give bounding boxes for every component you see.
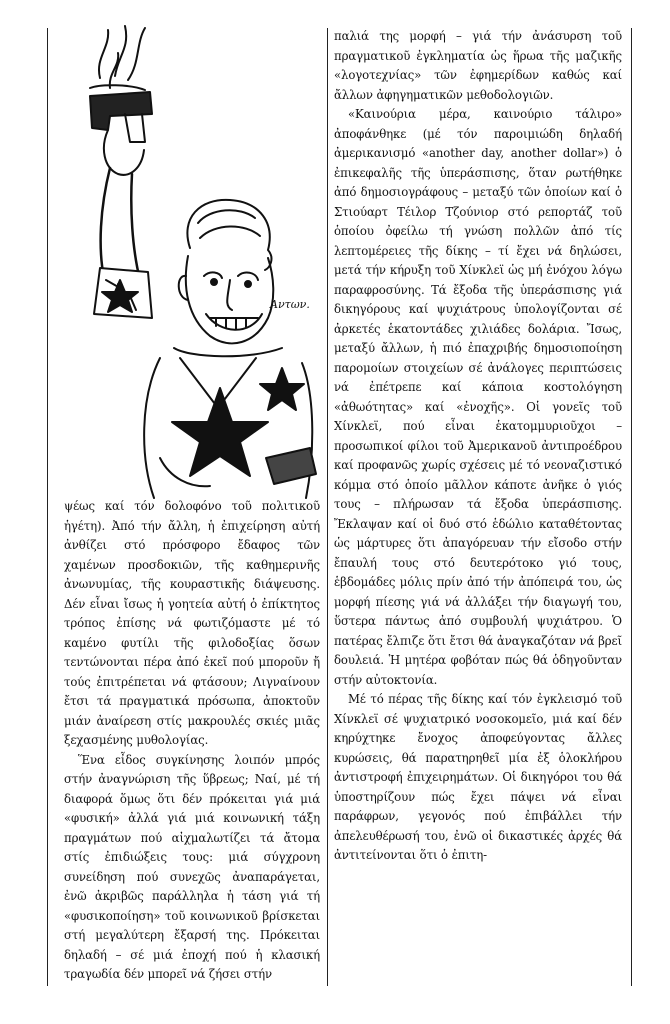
caricature-illustration [70, 18, 320, 508]
illustration-signature: Ἀντων. [270, 298, 310, 311]
left-margin-rule [47, 28, 48, 986]
right-paragraph-1: παλιά της μορφή – γιά τήν ἀνάσυρση τοῦ πραγματικοῦ ἐγκληματία ὡς ἥρωα τῆς μαζικῆς «λογοτεχνίας» τῶν ἐφημερίδων καθώς καί ἄλλων ἀφηγηματικῶν μεθοδολογιῶν. [334, 29, 622, 102]
left-paragraph-2: Ἕνα εἶδος συγκίνησης λοιπόν μπρός στήν ἀναγνώριση τῆς ὕβρεως; Ναί, μέ τή διαφορά ὅμως ὅτι δέν πρόκειται γιά μιά «φυσική» ἀλλά γιά μιά κοινωνική τάξη πραγμάτων πού αἰχμαλωτίζει τά ἄτομα στίς ἐπιδιώξεις τους: μιά σύγχρονη συνείδηση πού συνεχῶς ἀναπαράγεται, ἐνῶ ἀκριβῶς παράλληλα ἡ τάση γιά τή «φυσικοποίηση» τοῦ κοινωνικοῦ βρίσκεται στή μεγαλύτερη ἔξαρσή της. Πρόκειται δηλαδή – σέ μιά ἐποχή πού ἡ κλασική τραγωδία δέν μπορεῖ νά ζήσει στήν [64, 752, 320, 981]
column-divider-rule [327, 28, 328, 986]
right-paragraph-2: «Καινούρια μέρα, καινούριο τάλιρο» ἀποφάνθηκε (μέ τόν παροιμιώδη δηλαδή ἀμερικανισμό «another day, another dollar») ὁ ἐπικεφαλῆς τῆς ὑπεράσπισης, ὅταν ρωτήθηκε ἀπό δημοσιογράφους – μεταξύ τῶν ὁποίων καί ὁ Στιούαρτ Τέιλορ Τζούνιορ στό ρεπορτάζ τοῦ ὁποίου ὀφείλω τή γνώση πολλῶν ἀπό τίς λεπτομέρειες τῆς δίκης – τί ἔχει νά δηλώσει, μετά τήν κήρυξη τοῦ Χίνκλεϊ ὡς μή ἐνόχου λόγω παραφροσύνης. Τά ἔξοδα τῆς ὑπεράσπισης γιά δικηγόρους καί ψυχιάτρους ὑπολογίζονται σέ ἀρκετές ἑκατοντάδες χιλιάδες δολάρια. Ἴσως, μεταξύ ἄλλων, ἡ πιό ἐπαχριβής δημοσιοποίηση παρομοίων στοιχείων σέ ἀνάλογες περιπτώσεις νά ἐπέτρεπε καί κάποια κοστολόγηση «ἀθωότητας» καί «ἐνοχῆς». Οἱ γονεῖς τοῦ Χίνκλεϊ, πού εἶναι ἑκατομμυριοῦχοι – προσωπικοί φίλοι τοῦ Ἀμερικανοῦ ἀντιπροέδρου καί προφανῶς χωρίς σχέσεις μέ τό νεοναζιστικό κόμμα στό ὁποίο μᾶλλον κάποτε ἀνῆκε ὁ γιός τους – πλήρωσαν τά ἔξοδα ὑπεράσπισης. Ἔκλαψαν καί οἱ δυό στό ἑδώλιο καταθέτοντας ὡς μάρτυρες ὅτι ἀπαγόρευαν τήν εἴσοδο στήν ἔπαυλή τους στό δευτερότοκο γιό τους, ἑβδομάδες μόλις πρίν ἀπό τήν ἀπόπειρά του, ὡς μορφή πίεσης γιά νά ἀλλάξει τήν διαγωγή του, ὕστερα πάντως ἀπό συμβουλή ψυχιάτρου. Ὁ πατέρας ἔλπιζε ὅτι ἔτσι θά ἀναγκαζόταν νά βρεῖ δουλειά. Ἡ μητέρα φοβόταν πώς θά ὁδηγοῦνταν στήν αὐτοκτονία. [334, 107, 622, 687]
right-margin-rule [631, 28, 632, 986]
right-paragraph-3: Μέ τό πέρας τῆς δίκης καί τόν ἐγκλεισμό τοῦ Χίνκλεϊ σέ ψυχιατρικό νοσοκομεῖο, μιά καί δέν κηρύχτηκε ἔνοχος ἀποφεύγοντας ἄλλες κυρώσεις, θά παρατηρηθεῖ μία ἐξ ὁλοκλήρου ἀντιστροφή ἐπιχειρημάτων. Οἱ δικηγόροι του θά ὑποστηρίζουν πώς ἔχει πάψει νά εἶναι παράφρων, γεγονός πού ἐπιβάλλει τήν ἀπελευθέρωσή του, ἐνῶ οἱ δικαστικές ἀρχές θά ἀντιτείνονται ὅτι ὁ ἐπιτη- [334, 692, 622, 862]
right-text-column [334, 27, 622, 866]
left-paragraph-1: ψέως καί τόν δολοφόνο τοῦ πολιτικοῦ ἡγέτη). Ἀπό τήν ἄλλη, ἡ ἐπιχείρηση αὐτή ἀνθίζει στό πρόσφορο ἔδαφος τῶν χαμένων προσδοκιῶν, τῆς καθημερινῆς ἀνωνυμίας, τῆς κουραστικῆς διάψευσης. Δέν εἶναι ἴσως ἡ γοητεία αὐτή ὁ ἐπίκτητος τρόπος ἐπίσης νά φωτιζόμαστε μέ τό καμένο φυτίλι τῆς φιλοδοξίας ὅσων τεντώνονται πέρα ἀπό ἐκεῖ πού μποροῦν ἤ τούς ἐπιτρέπεται νά φτάσουν; Λιγναίνουν ἔτσι τά πραγματικά πρόσωπα, ἀποκτοῦν μιάν ἀναίρεση στίς μακρουλές σκιές μιᾶς ξεχασμένης μυθολογίας. [64, 499, 320, 747]
left-text-column [64, 497, 320, 985]
